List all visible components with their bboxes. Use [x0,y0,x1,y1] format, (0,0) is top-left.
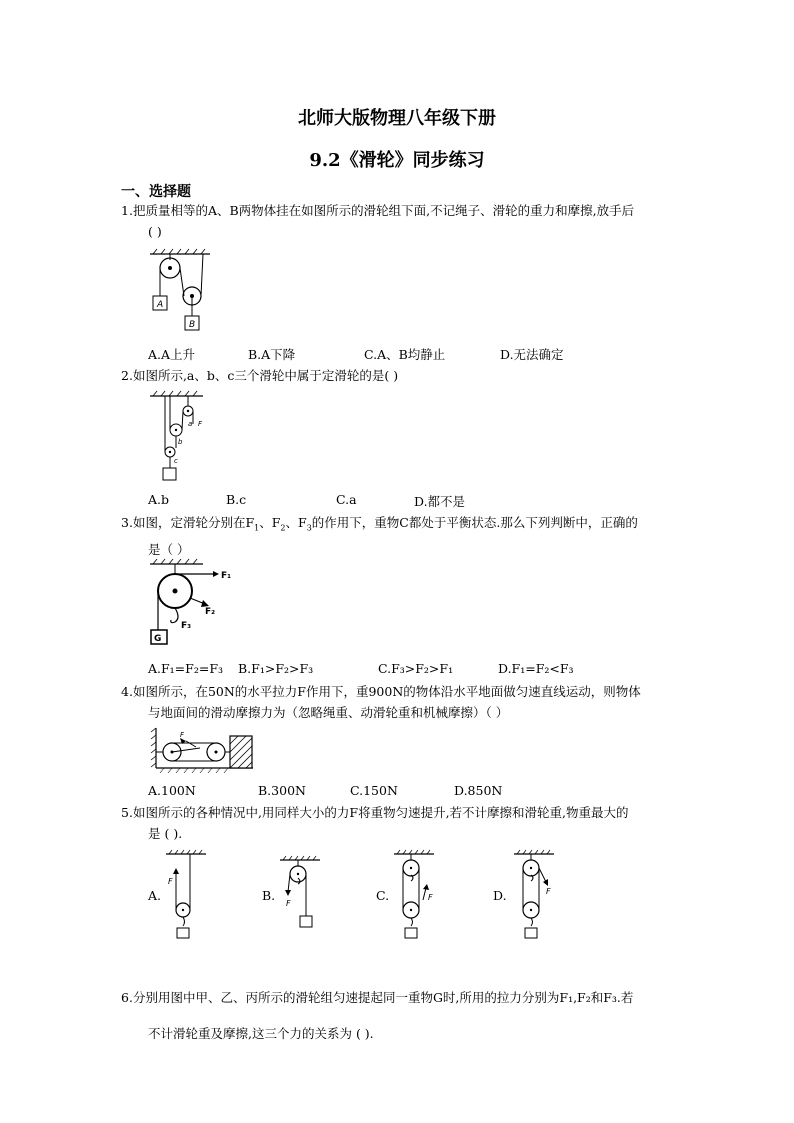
question-number: 6. [121,990,133,1005]
option-a[interactable]: A.b [148,492,170,507]
question-text-line2: ( ) [148,224,162,239]
question-text-line2: 是（ ） [148,541,190,557]
question-text-line2: 与地面间的滑动摩擦力为（忽略绳重、动滑轮重和机械摩擦）（ ） [148,705,509,720]
label-b: b [178,438,183,446]
option-c[interactable]: C.F₃>F₂>F₁ [378,661,454,676]
figure-q3-fixed-pulley [145,558,240,650]
label-f: F [168,877,173,886]
label-f2: F₂ [205,607,216,617]
label-b: B [189,320,196,330]
label-a: A [157,300,164,310]
figure-label-d: D. [493,888,507,903]
figure-q2-pulley-system [148,390,210,486]
option-b[interactable]: B.c [226,492,247,507]
label-f: F [428,893,433,902]
figure-q5-b [276,854,326,934]
label-f: F [546,887,551,896]
option-a[interactable]: A.100N [148,783,196,798]
option-a[interactable]: A.F₁=F₂=F₃ [148,661,223,676]
option-b[interactable]: B.300N [258,783,306,798]
document-title: 北师大版物理八年级下册 [298,108,496,129]
question-number: 1. [121,203,133,218]
question-number: 3. [121,515,133,530]
question-text: 分别用图中甲、乙、丙所示的滑轮组匀速提起同一重物G时,所用的拉力分别为F₁,F₂和F₃.若 [132,990,634,1005]
document-subtitle: 9.2《滑轮》同步练习 [309,150,485,171]
label-c: c [174,457,178,465]
figure-q1-pulley-system [145,248,225,338]
label-a: a [188,420,193,428]
option-d[interactable]: D.850N [454,783,503,798]
label-f1: F₁ [221,571,232,581]
section-heading: 一、选择题 [121,184,191,200]
question-text: 如图所示的各种情况中,用同样大小的力F将重物匀速提升,若不计摩擦和滑轮重,物重最大的 [132,805,629,820]
question-2 [121,365,701,386]
option-c[interactable]: C.150N [350,783,398,798]
option-d[interactable]: D.无法确定 [500,347,564,362]
option-c[interactable]: C.a [336,492,357,507]
figure-q4-horizontal-pulley [150,726,255,774]
question-text: 把质量相等的A、B两物体挂在如图所示的滑轮组下面,不记绳子、滑轮的重力和摩擦,放手后 [132,203,635,218]
figure-label-c: C. [376,888,390,903]
figure-q5-c [390,848,440,944]
option-a[interactable]: A.A上升 [148,347,196,362]
option-d[interactable]: D.都不是 [414,494,466,509]
label-f: F [180,731,185,739]
option-c[interactable]: C.A、B均静止 [364,347,446,362]
option-b[interactable]: B.F₁>F₂>F₃ [238,661,314,676]
question-text: 如图所示，在50N的水平拉力F作用下，重900N的物体沿水平地面做匀速直线运动，则物体 [132,684,641,699]
figure-label-a: A. [148,888,162,903]
question-text-line2: 是 ( ). [148,826,183,841]
question-1 [121,200,701,242]
question-number: 5. [121,805,133,820]
figure-q5-a [162,848,212,944]
question-number: 4. [121,684,133,699]
question-6 [121,980,701,1052]
question-5 [121,802,701,844]
label-f: F [286,899,291,908]
option-d[interactable]: D.F₁=F₂<F₃ [498,661,574,676]
label-f: F [198,420,203,428]
figure-label-b: B. [262,888,276,903]
question-number: 2. [121,368,133,383]
question-text-line2: 不计滑轮重及摩擦,这三个力的关系为 ( ). [148,1026,374,1041]
label-f3: F₃ [181,621,192,631]
question-3: 3.如图，定滑轮分别在$F_1$、$F_2$、$F_3$的作用下，重物C都处于平衡状态.那么下列判断中，正确的 是（ ） [121,512,701,560]
label-g: G [154,634,162,644]
question-4 [121,681,701,723]
question-text: 如图所示,a、b、c三个滑轮中属于定滑轮的是( ) [132,368,399,383]
figure-q5-d [510,848,560,944]
option-b[interactable]: B.A下降 [248,347,296,362]
